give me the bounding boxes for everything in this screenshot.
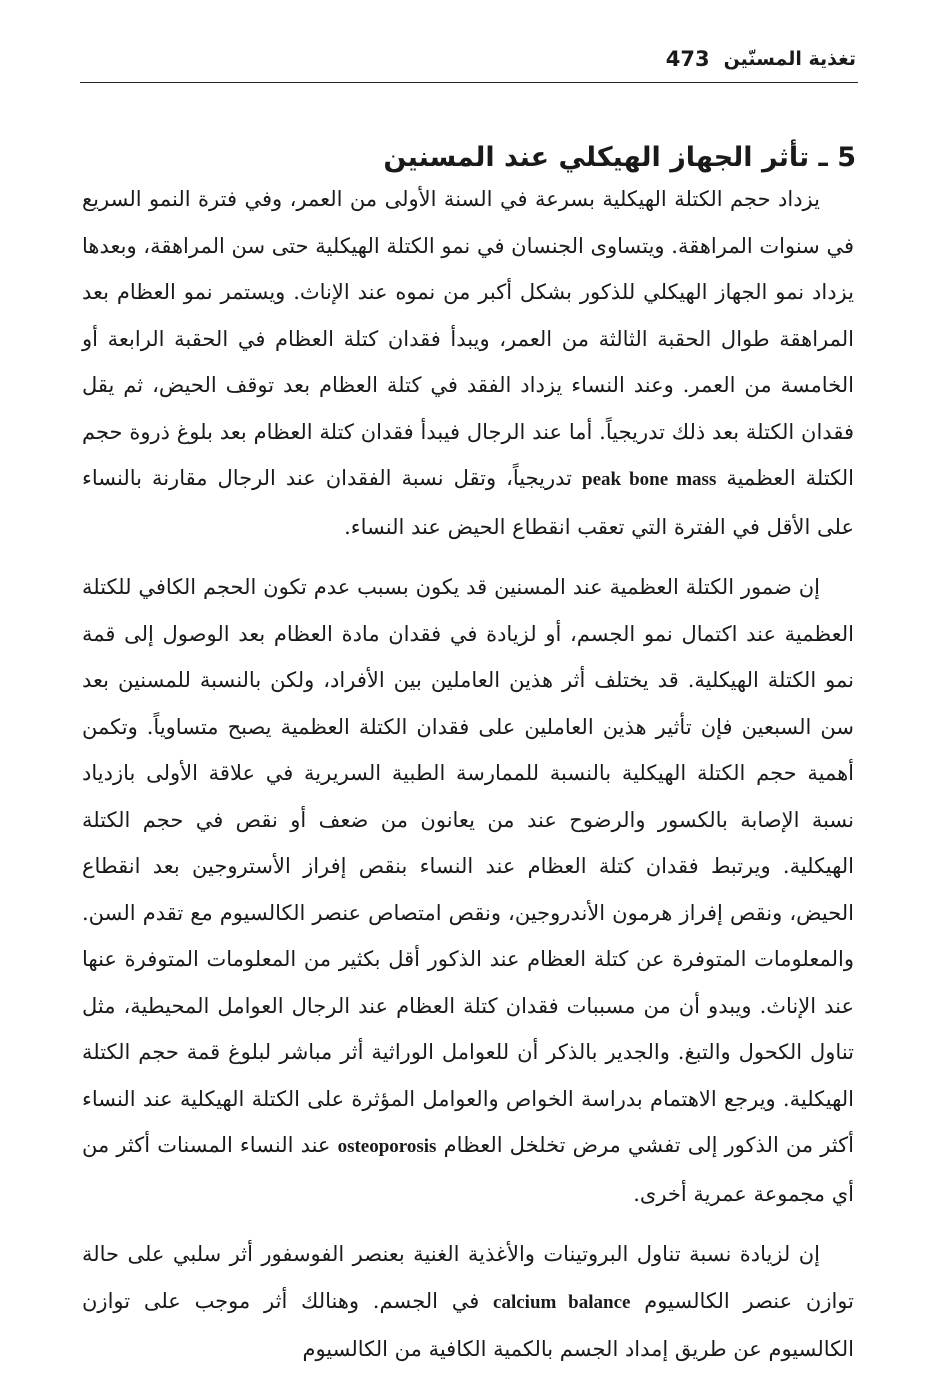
body-text <box>82 176 854 1387</box>
term-peak-bone-mass: peak bone mass <box>582 469 717 490</box>
paragraph-2 <box>82 564 854 1217</box>
header-rule <box>80 82 858 83</box>
paragraph-2-text-b: عند النساء المسنات أكثر من أي مجموعة عمرية أخرى. <box>82 1133 854 1206</box>
paragraph-3-text-a: إن لزيادة نسبة تناول البروتينات والأغذية الغنية بعنصر الفوسفور أثر سلبي على حالة توازن عنصر الكالسيوم <box>82 1242 854 1313</box>
paragraph-2-text-a: إن ضمور الكتلة العظمية عند المسنين قد يكون بسبب عدم تكون الحجم الكافي للكتلة العظمية عند اكتمال نمو الجسم، أو لزيادة في فقدان مادة العظام بعد الوصول إلى قمة نمو الكتلة الهيكلية. قد يختلف أثر هذين العاملين بين الأفراد، ولكن بالنسبة للمسنين بعد سن السبعين فإن تأثير هذين العاملين على فقدان الكتلة العظمية يصبح متساوياً. وتكمن أهمية حجم الكتلة الهيكلية بالنسبة للممارسة الطبية السريرية في علاقة الأولى بازدياد نسبة الإصابة بالكسور والرضوح عند من يعانون من ضعف أو نقص في حجم الكتلة الهيكلية. ويرتبط فقدان كتلة العظام عند النساء بنقص إفراز الأستروجين بعد انقطاع الحيض، ونقص إفراز هرمون الأندروجين، ونقص امتصاص عنصر الكالسيوم مع تقدم السن. والمعلومات المتوفرة عن كتلة العظام عند الذكور أقل بكثير من المعلومات المتوفرة عنها عند الإناث. ويبدو أن من مسببات فقدان كتلة العظام عند الرجال العوامل المحيطية، مثل تناول الكحول والتبغ. والجدير بالذكر أن للعوامل الوراثية أثر مباشر لبلوغ قمة حجم الكتلة الهيكلية. ويرجع الاهتمام بدراسة الخواص والعوامل المؤثرة على الكتلة الهيكلية عند النساء أكثر من الذكور إلى تفشي مرض تخلخل العظام <box>82 575 854 1157</box>
paragraph-1 <box>82 176 854 550</box>
running-header <box>80 42 856 76</box>
paragraph-3 <box>82 1231 854 1373</box>
paragraph-1-text-a: يزداد حجم الكتلة الهيكلية بسرعة في السنة الأولى من العمر، وفي فترة النمو السريع في سنوات المراهقة. ويتساوى الجنسان في نمو الكتلة الهيكلية حتى سن المراهقة، وبعدها يزداد نمو الجهاز الهيكلي للذكور بشكل أكبر من نموه عند الإناث. ويستمر نمو العظام بعد المراهقة طوال الحقبة الثالثة من العمر، ويبدأ فقدان كتلة العظام في الحقبة الرابعة أو الخامسة من العمر. وعند النساء يزداد الفقد في كتلة العظام بعد توقف الحيض، ثم يقل فقدان الكتلة بعد ذلك تدريجياً. أما عند الرجال فيبدأ فقدان كتلة العظام بعد بلوغ ذروة حجم الكتلة العظمية <box>82 187 855 490</box>
page-number: 473 <box>665 47 710 71</box>
paragraph-3-text-b: في الجسم. وهنالك أثر موجب على توازن الكالسيوم عن طريق إمداد الجسم بالكمية الكافية من الكالسيوم <box>82 1288 854 1361</box>
running-title: تغذية المسنّين <box>723 48 856 70</box>
paragraph-1-text-b: تدريجياً، وتقل نسبة الفقدان عند الرجال مقارنة بالنساء على الأقل في الفترة التي تعقب انقطاع الحيض عند النساء. <box>82 466 854 539</box>
term-osteoporosis: osteoporosis <box>337 1136 437 1157</box>
term-calcium-balance: calcium balance <box>493 1291 631 1313</box>
section-heading: 5 ـ تأثر الجهاز الهيكلي عند المسنين <box>383 142 856 174</box>
